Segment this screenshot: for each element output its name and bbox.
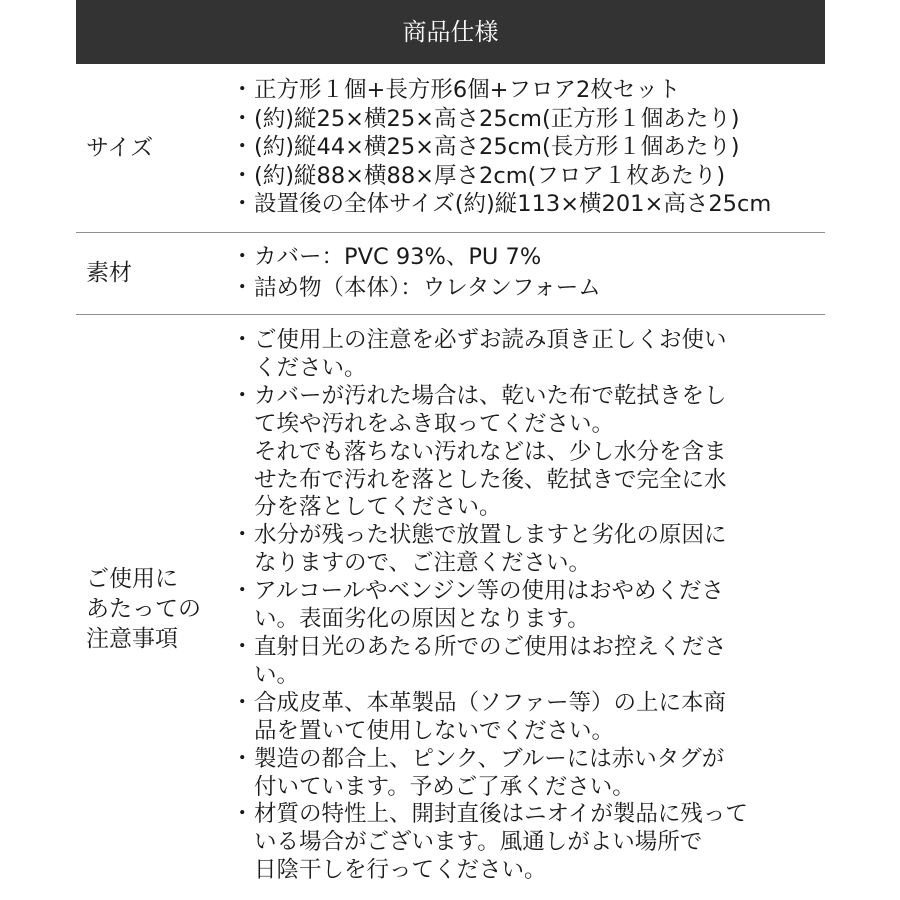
- usage-notes-list: [233, 327, 748, 885]
- material-list: [233, 242, 601, 304]
- usage-note-item: ・ カバーが汚れた場合は、乾いた布で乾拭きをし て埃や汚れをふき取ってください。 それでも落ちない汚れなどは、少し水分を含ま せた布で汚れを落とした後、乾拭きで完全に水 分を落としてください。: [233, 383, 748, 523]
- size-label: サイズ: [86, 135, 154, 161]
- size-item: ・ 正方形１個+長方形6個+フロア2枚セット: [233, 76, 771, 105]
- size-item: ・ 設置後の全体サイズ(約)縦113×横201×高さ25cm: [233, 190, 771, 219]
- usage-note-item: ・ 製造の都合上、ピンク、ブルーには赤いタグが 付いています。予めご了承ください。: [233, 746, 748, 802]
- material-item: ・ カバー：PVC 93%、PU 7%: [233, 242, 601, 273]
- usage-notes-label: ご使用に あたっての 注意事項: [86, 566, 201, 652]
- usage-note-item: ・ 材質の特性上、開封直後はニオイが製品に残って いる場合がございます。風通しがよい場所で 日陰干しを行ってください。: [233, 801, 748, 885]
- usage-note-item: ・ 合成皮革、本革製品（ソファー等）の上に本商 品を置いて使用しないでください。: [233, 690, 748, 746]
- section-divider: [76, 314, 825, 315]
- size-item: ・ (約)縦25×横25×高さ25cm(正方形１個あたり): [233, 105, 771, 134]
- size-item: ・ (約)縦44×横25×高さ25cm(長方形１個あたり): [233, 133, 771, 162]
- material-label: 素材: [86, 260, 132, 286]
- material-item: ・ 詰め物（本体）：ウレタンフォーム: [233, 273, 601, 304]
- usage-note-item: ・ 水分が残った状態で放置しますと劣化の原因に なりますので、ご注意ください。: [233, 522, 748, 578]
- size-list: [233, 76, 771, 219]
- spec-header: 商品仕様: [76, 0, 825, 64]
- usage-note-item: ・ ご使用上の注意を必ずお読み頂き正しくお使い ください。: [233, 327, 748, 383]
- usage-note-item: ・ アルコールやベンジン等の使用はおやめくださ い。表面劣化の原因となります。: [233, 578, 748, 634]
- section-divider: [76, 232, 825, 233]
- size-item: ・ (約)縦88×横88×厚さ2cm(フロア１枚あたり): [233, 162, 771, 191]
- usage-note-item: ・ 直射日光のあたる所でのご使用はお控えくださ い。: [233, 634, 748, 690]
